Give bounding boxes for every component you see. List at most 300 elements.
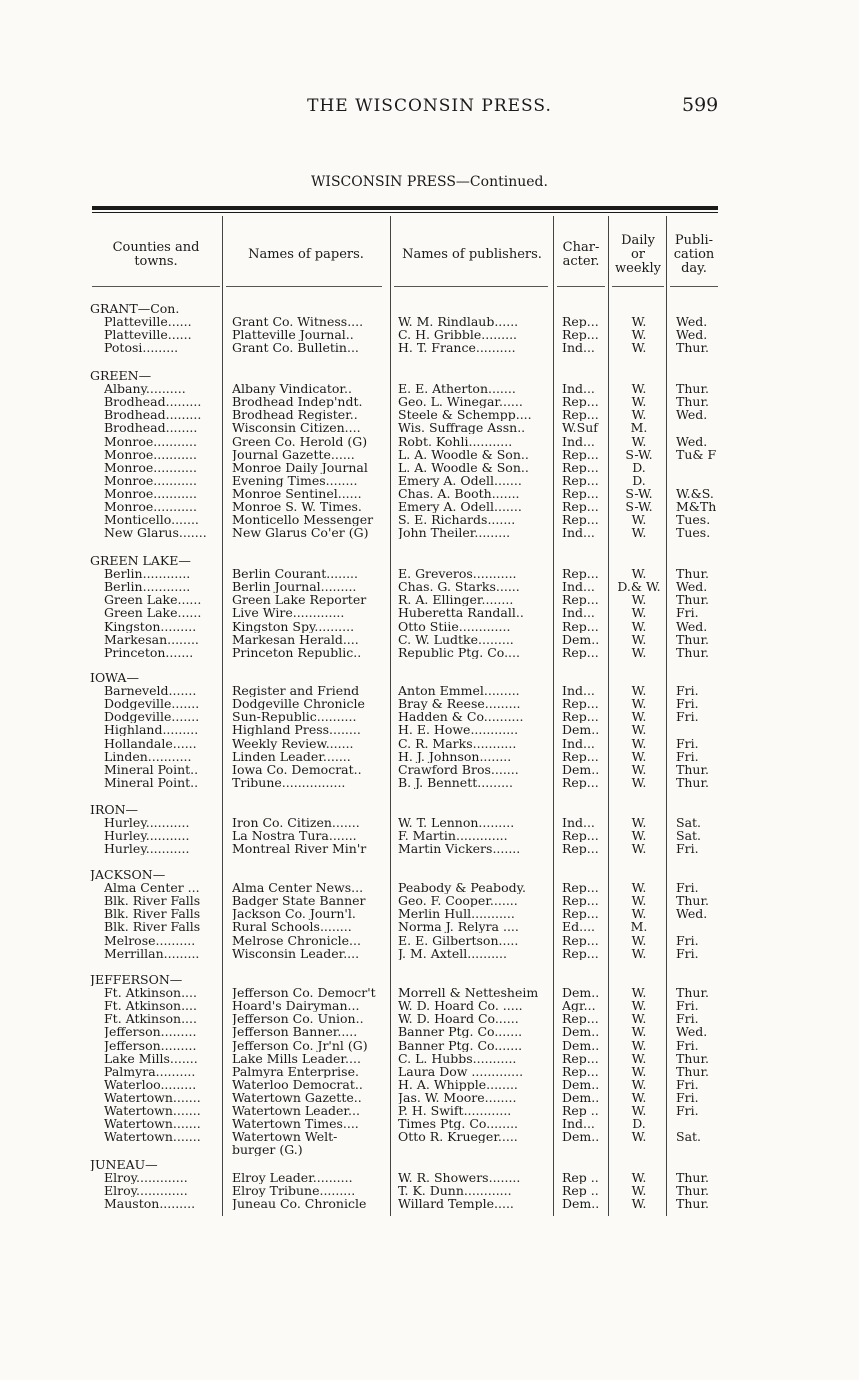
cell-char: Rep... (562, 946, 599, 960)
cell-freq: W. (631, 775, 647, 789)
cell-town: Brodhead......... (104, 408, 202, 422)
cell-day: Thur. (676, 632, 710, 646)
cell-paper: burger (G.) (232, 1143, 303, 1157)
cell-char: Ind... (562, 526, 595, 540)
cell-paper: Jefferson Co. Democr't (232, 986, 376, 1000)
cell-freq: D. (632, 473, 646, 487)
cell-paper: Brodhead Indep'ndt. (232, 395, 363, 409)
cell-publisher: W. R. Showers........ (398, 1171, 521, 1185)
cell-town: Watertown....... (104, 1104, 201, 1117)
cell-freq: W. (631, 382, 647, 396)
cell-freq: W. (631, 842, 647, 856)
table-row (0, 1171, 859, 1184)
cell-publisher: C. H. Gribble......... (398, 328, 518, 342)
cell-paper: Badger State Banner (232, 894, 366, 908)
page-number: 599 (682, 94, 719, 116)
cell-freq: W. (631, 395, 647, 409)
cell-day: Tues. (676, 526, 711, 540)
cell-day: Sat. (676, 1130, 702, 1144)
cell-publisher: H. A. Whipple........ (398, 1077, 518, 1091)
cell-char: Ind... (562, 816, 595, 830)
cell-publisher: C. L. Hubbs........... (398, 1051, 517, 1065)
cell-publisher: Geo. F. Cooper....... (398, 894, 518, 908)
cell-char: Rep... (562, 1051, 599, 1065)
header-papers: Names of papers. (248, 247, 364, 262)
header-underline (670, 286, 718, 287)
table-row (0, 920, 859, 933)
cell-publisher: Jas. W. Moore........ (398, 1090, 517, 1104)
header-publishers: Names of publishers. (402, 247, 542, 262)
cell-freq: W. (631, 645, 647, 659)
cell-freq: W. (631, 1077, 647, 1091)
cell-town: Brodhead......... (104, 395, 202, 409)
top-rule-thick (92, 206, 718, 210)
cell-freq: W. (631, 526, 647, 540)
cell-freq: W. (631, 999, 647, 1013)
cell-char: Dem.. (562, 723, 600, 737)
table-row (0, 1130, 859, 1143)
cell-day: Sat. (676, 829, 702, 843)
table-row (0, 461, 859, 474)
cell-paper: Wisconsin Citizen.... (232, 421, 361, 435)
cell-freq: W. (631, 986, 647, 1000)
table-row (0, 842, 859, 855)
cell-town: Ft. Atkinson.... (104, 999, 197, 1013)
cell-char: Ed.... (562, 920, 596, 934)
cell-freq: W. (631, 1038, 647, 1052)
cell-char: Ind... (562, 1117, 595, 1131)
cell-freq: W. (631, 593, 647, 607)
cell-town: Mineral Point.. (104, 762, 199, 776)
cell-day: Thur. (676, 1197, 710, 1211)
cell-publisher: L. A. Woodle & Son.. (398, 447, 529, 461)
cell-paper: La Nostra Tura....... (232, 829, 357, 843)
cell-day: Thur. (676, 645, 710, 659)
cell-paper: Watertown Gazette.. (232, 1090, 362, 1104)
county-name: GREEN— (90, 369, 152, 382)
table-row (0, 776, 859, 789)
cell-paper: Register and Friend (232, 684, 360, 698)
cell-day: Fri. (676, 736, 699, 750)
cell-paper: Alma Center News... (232, 881, 364, 895)
county-heading (0, 973, 859, 986)
cell-char: Ind... (562, 684, 595, 698)
cell-char: Rep... (562, 513, 599, 527)
cell-paper: Journal Gazette...... (232, 447, 355, 461)
cell-char: Rep... (562, 619, 599, 633)
cell-town: Green Lake...... (104, 593, 202, 607)
cell-paper: Live Wire............. (232, 606, 345, 620)
cell-paper: Albany Vindicator.. (232, 382, 352, 396)
table-row (0, 934, 859, 947)
cell-town: Jefferson......... (104, 1038, 197, 1052)
table-row (0, 435, 859, 448)
cell-publisher: E. E. Gilbertson..... (398, 933, 519, 947)
cell-day: Thur. (676, 1171, 710, 1185)
table-row (0, 750, 859, 763)
table-row (0, 421, 859, 434)
cell-day: Fri. (676, 710, 699, 724)
county-heading (0, 803, 859, 816)
cell-paper: Monroe Sentinel...... (232, 486, 362, 500)
cell-day: Fri. (676, 1090, 699, 1104)
cell-freq: W. (631, 1051, 647, 1065)
cell-publisher: Merlin Hull........... (398, 907, 515, 921)
cell-freq: W. (631, 1064, 647, 1078)
cell-town: Berlin............ (104, 567, 191, 581)
cell-freq: S-W. (625, 486, 653, 500)
cell-freq: W. (631, 749, 647, 763)
cell-char: Rep... (562, 829, 599, 843)
cell-paper: Jefferson Co. Jr'nl (G) (232, 1038, 368, 1052)
cell-char: Rep .. (562, 1171, 599, 1185)
cell-town: Hollandale...... (104, 736, 197, 750)
cell-char: Rep... (562, 408, 599, 422)
cell-paper: Monroe S. W. Times. (232, 500, 362, 513)
table-row (0, 999, 859, 1012)
county-heading (0, 302, 859, 315)
cell-char: Rep... (562, 315, 599, 329)
county-name: JUNEAU— (90, 1158, 158, 1171)
table-row (0, 474, 859, 487)
cell-freq: W. (631, 434, 647, 448)
county-heading (0, 671, 859, 684)
cell-freq: W. (631, 341, 647, 355)
cell-publisher: Huberetta Randall.. (398, 606, 524, 620)
cell-paper: Dodgeville Chronicle (232, 697, 365, 711)
cell-day: Fri. (676, 606, 699, 620)
cell-char: Rep... (562, 697, 599, 711)
cell-publisher: E. Greveros........... (398, 567, 517, 581)
cell-char: Rep... (562, 593, 599, 607)
cell-day: Fri. (676, 684, 699, 698)
cell-freq: W. (631, 606, 647, 620)
county-heading (0, 554, 859, 567)
cell-town: Jefferson......... (104, 1025, 197, 1039)
cell-char: Ind... (562, 434, 595, 448)
cell-town: Elroy............. (104, 1171, 188, 1185)
cell-freq: W. (631, 315, 647, 329)
table-row (0, 1117, 859, 1130)
table-row (0, 606, 859, 619)
cell-char: Ind... (562, 606, 595, 620)
table-row (0, 1052, 859, 1065)
cell-freq: W. (631, 1171, 647, 1185)
cell-town: Highland......... (104, 723, 199, 737)
cell-town: Ft. Atkinson.... (104, 1012, 197, 1026)
table-row (0, 737, 859, 750)
cell-char: Ind... (562, 580, 595, 594)
cell-day: Thur. (676, 762, 710, 776)
cell-day: Wed. (676, 315, 708, 329)
table-row (0, 513, 859, 526)
cell-paper: Jackson Co. Journ'l. (232, 907, 356, 921)
cell-town: Berlin............ (104, 580, 191, 594)
cell-freq: W. (631, 933, 647, 947)
cell-char: Dem.. (562, 632, 600, 646)
cell-town: Hurley........... (104, 829, 190, 843)
table-row (0, 500, 859, 513)
header-underline (557, 286, 605, 287)
cell-paper: Elroy Tribune......... (232, 1184, 356, 1198)
header-character: Char- acter. (562, 240, 600, 269)
cell-freq: W. (631, 816, 647, 830)
county-name: JACKSON— (90, 868, 166, 881)
header-day: Publi- cation day. (673, 233, 715, 276)
cell-town: Linden........... (104, 749, 192, 763)
cell-day: Thur. (676, 382, 710, 396)
cell-freq: W. (631, 408, 647, 422)
cell-publisher: Geo. L. Winegar...... (398, 395, 523, 409)
cell-freq: W. (631, 723, 647, 737)
cell-char: Rep... (562, 710, 599, 724)
cell-freq: W. (631, 697, 647, 711)
cell-town: Ft. Atkinson.... (104, 986, 197, 1000)
cell-char: Rep... (562, 567, 599, 581)
cell-publisher: Martin Vickers....... (398, 842, 521, 856)
cell-town: Monroe........... (104, 500, 197, 513)
cell-town: Blk. River Falls (104, 907, 201, 921)
cell-publisher: W. T. Lennon......... (398, 816, 515, 830)
cell-freq: W. (631, 1104, 647, 1117)
cell-freq: W. (631, 567, 647, 581)
cell-town: Waterloo......... (104, 1077, 197, 1091)
cell-char: W.Suf (562, 421, 598, 435)
cell-publisher: Wis. Suffrage Assn.. (398, 421, 526, 435)
table-row (0, 487, 859, 500)
cell-publisher: Robt. Kohli........... (398, 434, 513, 448)
cell-char: Dem.. (562, 1090, 600, 1104)
cell-paper: Melrose Chronicle... (232, 933, 361, 947)
cell-publisher: John Theiler......... (398, 526, 511, 540)
cell-day: M&Th (676, 500, 717, 513)
header-underline (226, 286, 382, 287)
cell-freq: D. (632, 1117, 646, 1131)
cell-freq: D.& W. (617, 580, 661, 594)
table-title: WISCONSIN PRESS—Continued. (311, 174, 548, 190)
cell-day: Thur. (676, 894, 710, 908)
cell-town: Platteville...... (104, 328, 192, 342)
cell-freq: W. (631, 684, 647, 698)
cell-paper: Jefferson Banner..... (232, 1025, 358, 1039)
table-row (0, 315, 859, 328)
cell-publisher: H. E. Howe............ (398, 723, 519, 737)
cell-publisher: C. R. Marks........... (398, 736, 517, 750)
cell-freq: S-W. (625, 500, 653, 513)
cell-publisher: Laura Dow ............. (398, 1064, 524, 1078)
cell-char: Rep... (562, 500, 599, 513)
cell-publisher: Emery A. Odell....... (398, 473, 522, 487)
cell-char: Dem.. (562, 1038, 600, 1052)
cell-day: Fri. (676, 946, 699, 960)
cell-publisher: H. T. France.......... (398, 341, 516, 355)
cell-publisher: L. A. Woodle & Son.. (398, 460, 529, 474)
cell-day: Tues. (676, 513, 711, 527)
cell-town: Alma Center ... (104, 881, 200, 895)
cell-paper: Waterloo Democrat.. (232, 1077, 363, 1091)
header-underline (394, 286, 548, 287)
cell-town: Dodgeville....... (104, 710, 200, 724)
cell-paper: New Glarus Co'er (G) (232, 526, 369, 540)
cell-day: Thur. (676, 1051, 710, 1065)
cell-publisher: Hadden & Co.......... (398, 710, 524, 724)
cell-day: Fri. (676, 842, 699, 856)
header-underline (92, 286, 220, 287)
cell-town: Hurley........... (104, 842, 190, 856)
cell-char: Rep... (562, 881, 599, 895)
table-row (0, 328, 859, 341)
cell-paper: Sun-Republic.......... (232, 710, 357, 724)
cell-char: Rep... (562, 460, 599, 474)
cell-publisher: Chas. A. Booth....... (398, 486, 520, 500)
cell-publisher: W. M. Rindlaub...... (398, 315, 519, 329)
table-row (0, 1143, 859, 1156)
cell-publisher: W. D. Hoard Co...... (398, 1012, 519, 1026)
cell-paper: Evening Times........ (232, 473, 358, 487)
cell-char: Dem.. (562, 762, 600, 776)
cell-paper: Grant Co. Bulletin... (232, 341, 359, 355)
cell-char: Dem.. (562, 1077, 600, 1091)
cell-char: Rep... (562, 907, 599, 921)
cell-freq: W. (631, 1184, 647, 1198)
cell-freq: W. (631, 829, 647, 843)
cell-day: Thur. (676, 341, 710, 355)
cell-char: Rep... (562, 749, 599, 763)
table-row (0, 395, 859, 408)
cell-town: Mauston......... (104, 1197, 196, 1211)
cell-day: Wed. (676, 619, 708, 633)
cell-day: Fri. (676, 933, 699, 947)
cell-char: Rep... (562, 1064, 599, 1078)
cell-char: Rep .. (562, 1104, 599, 1117)
cell-char: Rep... (562, 473, 599, 487)
county-name: JEFFERSON— (90, 973, 183, 986)
cell-publisher: Peabody & Peabody. (398, 881, 526, 895)
cell-char: Ind... (562, 382, 595, 396)
cell-day: Fri. (676, 881, 699, 895)
cell-paper: Linden Leader....... (232, 749, 351, 763)
cell-publisher: Crawford Bros....... (398, 762, 519, 776)
cell-town: Markesan........ (104, 632, 199, 646)
cell-char: Dem.. (562, 1197, 600, 1211)
cell-paper: Platteville Journal.. (232, 328, 354, 342)
cell-publisher: J. M. Axtell.......... (398, 946, 507, 960)
cell-freq: W. (631, 1025, 647, 1039)
cell-publisher: R. A. Ellinger........ (398, 593, 514, 607)
cell-freq: W. (631, 762, 647, 776)
cell-freq: W. (631, 328, 647, 342)
cell-day: Fri. (676, 697, 699, 711)
cell-freq: W. (631, 1090, 647, 1104)
table-row (0, 723, 859, 736)
table-row (0, 907, 859, 920)
cell-char: Rep... (562, 933, 599, 947)
table-row (0, 1197, 859, 1210)
cell-char: Agr... (562, 999, 596, 1013)
table-row (0, 1104, 859, 1117)
cell-publisher: Otto Stiie............. (398, 619, 511, 633)
county-heading (0, 1158, 859, 1171)
cell-paper: Weekly Review....... (232, 736, 354, 750)
county-name: GRANT—Con. (90, 302, 180, 315)
cell-town: Monroe........... (104, 460, 197, 474)
cell-day: Thur. (676, 1064, 710, 1078)
cell-town: New Glarus....... (104, 526, 207, 540)
cell-town: Lake Mills....... (104, 1051, 198, 1065)
cell-day: Fri. (676, 1077, 699, 1091)
cell-paper: Princeton Republic.. (232, 645, 362, 659)
cell-publisher: Bray & Reese......... (398, 697, 521, 711)
cell-town: Monroe........... (104, 486, 197, 500)
cell-day: Wed. (676, 408, 708, 422)
cell-freq: M. (630, 920, 648, 934)
table-row (0, 1025, 859, 1038)
cell-char: Rep... (562, 328, 599, 342)
cell-day: Fri. (676, 1012, 699, 1026)
cell-char: Rep... (562, 645, 599, 659)
header-frequency: Daily or weekly (615, 233, 661, 276)
cell-publisher: F. Martin............. (398, 829, 508, 843)
cell-day: Fri. (676, 999, 699, 1013)
county-heading (0, 868, 859, 881)
table-row (0, 829, 859, 842)
county-name: IRON— (90, 803, 139, 816)
table-row (0, 697, 859, 710)
cell-publisher: E. E. Atherton....... (398, 382, 516, 396)
cell-day: Sat. (676, 816, 702, 830)
cell-day: Wed. (676, 1025, 708, 1039)
cell-freq: W. (631, 894, 647, 908)
cell-town: Blk. River Falls (104, 894, 201, 908)
cell-town: Monticello....... (104, 513, 199, 527)
table-row (0, 763, 859, 776)
cell-paper: Palmyra Enterprise. (232, 1064, 359, 1078)
table-row (0, 448, 859, 461)
cell-publisher: S. E. Richards....... (398, 513, 516, 527)
cell-day: Thur. (676, 775, 710, 789)
cell-freq: W. (631, 632, 647, 646)
table-row (0, 526, 859, 539)
header-underline (612, 286, 664, 287)
cell-freq: W. (631, 907, 647, 921)
cell-paper: Watertown Welt- (232, 1130, 338, 1144)
cell-town: Princeton....... (104, 645, 194, 659)
cell-day: Thur. (676, 986, 710, 1000)
cell-day: Tu& F (676, 447, 717, 461)
cell-publisher: Times Ptg. Co........ (398, 1117, 519, 1131)
cell-town: Mineral Point.. (104, 775, 199, 789)
cell-publisher: Republic Ptg. Co.... (398, 645, 520, 659)
cell-char: Ind... (562, 341, 595, 355)
cell-town: Barneveld....... (104, 684, 197, 698)
cell-paper: Monticello Messenger (232, 513, 374, 527)
cell-freq: S-W. (625, 447, 653, 461)
cell-town: Watertown....... (104, 1117, 201, 1131)
table-row (0, 408, 859, 421)
cell-town: Albany.......... (104, 382, 186, 396)
cell-town: Dodgeville....... (104, 697, 200, 711)
table-row (0, 593, 859, 606)
cell-town: Hurley........... (104, 816, 190, 830)
cell-publisher: Willard Temple..... (398, 1197, 514, 1211)
cell-publisher: Otto R. Krueger..... (398, 1130, 518, 1144)
cell-char: Rep... (562, 395, 599, 409)
cell-day: Thur. (676, 567, 710, 581)
cell-paper: Berlin Journal......... (232, 580, 357, 594)
table-row (0, 1039, 859, 1052)
cell-paper: Wisconsin Leader.... (232, 946, 360, 960)
cell-town: Monroe........... (104, 473, 197, 487)
